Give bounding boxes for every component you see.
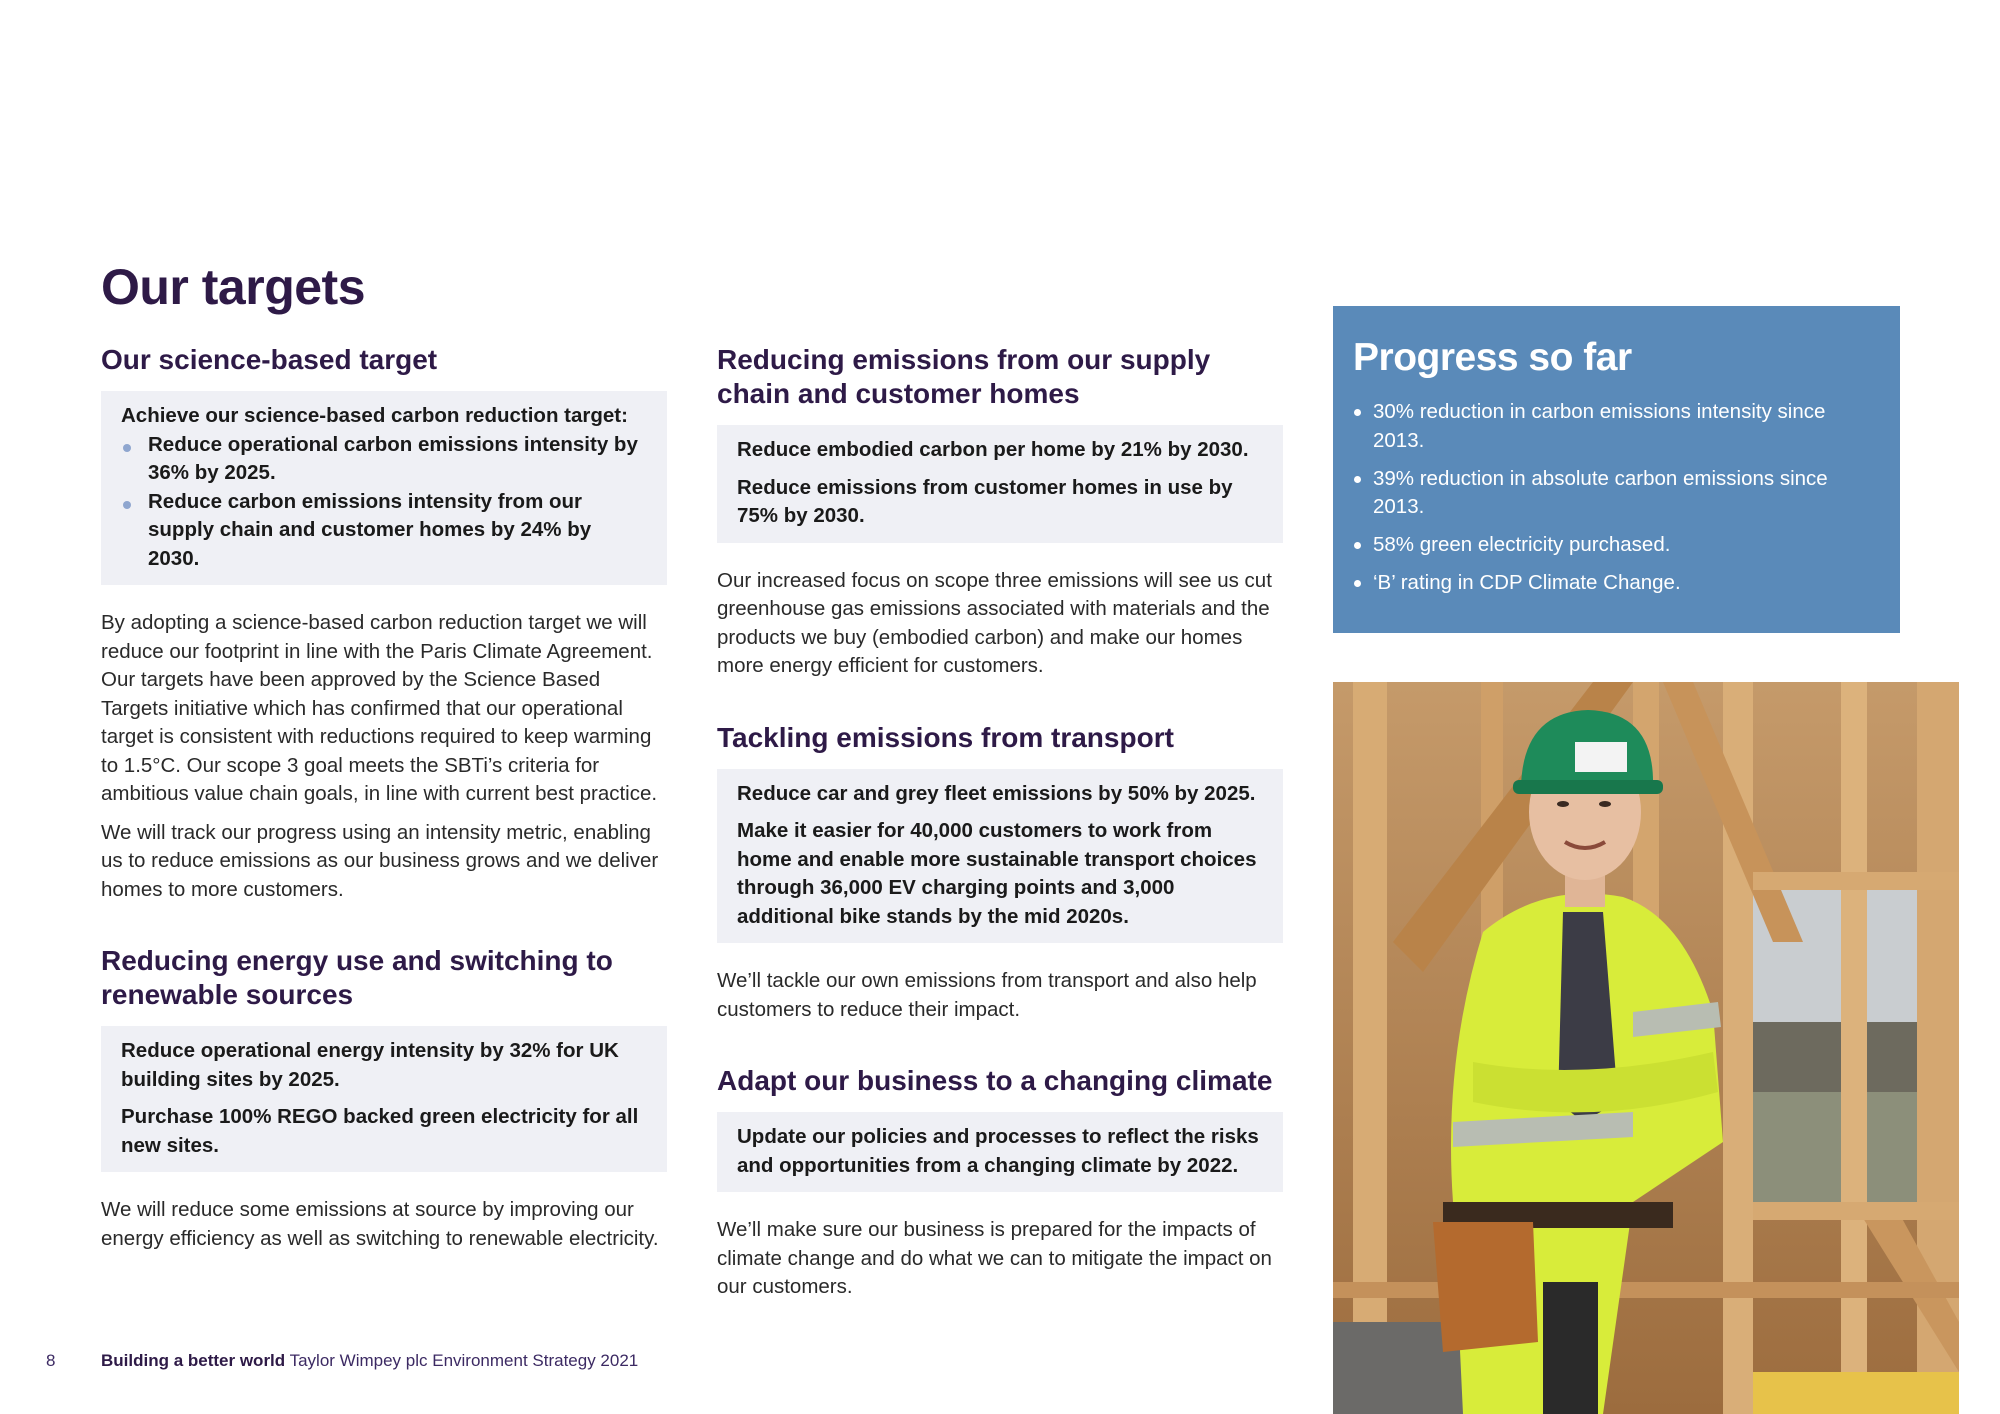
photo-illustration — [1333, 682, 1959, 1414]
target-text: Reduce emissions from customer homes in use by 75% by 2030. — [737, 475, 1233, 527]
page-number: 8 — [46, 1351, 56, 1370]
progress-text: 30% reduction in carbon emissions intensity since 2013. — [1373, 400, 1826, 452]
target-box — [101, 1026, 667, 1172]
bullet-icon — [1354, 542, 1361, 549]
body-paragraph: Our increased focus on scope three emissions will see us cut greenhouse gas emissions associated with materials and the products we buy (embodied carbon) and make our homes more energy efficient for customers. — [717, 568, 1272, 677]
bullet-icon — [1354, 476, 1361, 483]
science-based-target-section — [101, 343, 667, 904]
section-heading: Our science-based target — [101, 344, 438, 375]
bullet-icon — [123, 444, 131, 452]
body-paragraph: We will track our progress using an intensity metric, enabling us to reduce emissions as our business grows and we deliver homes to more customers. — [101, 820, 659, 901]
section-heading: Reducing energy use and switching to renewable sources — [101, 945, 613, 1010]
progress-text: 58% green electricity purchased. — [1373, 533, 1671, 556]
bullet-icon — [1354, 580, 1361, 587]
target-text: Reduce carbon emissions intensity from our supply chain and customer homes by 24% by 2030. — [148, 489, 592, 570]
target-box — [717, 1112, 1283, 1192]
section-heading: Tackling emissions from transport — [717, 721, 1174, 753]
progress-item — [1353, 569, 1880, 598]
progress-item — [1353, 465, 1880, 522]
bullet-icon — [1354, 409, 1361, 416]
body-paragraph: We’ll make sure our business is prepared for the impacts of climate change and do what we can to mitigate the impact on our customers. — [717, 1218, 1272, 1298]
construction-worker-photo — [1333, 682, 1959, 1414]
progress-text: ‘B’ rating in CDP Climate Change. — [1373, 571, 1681, 594]
climate-adaptation-section — [717, 1064, 1283, 1302]
target-box — [101, 391, 667, 585]
target-box — [717, 769, 1283, 944]
target-box-intro: Achieve our science-based carbon reduction target: — [121, 404, 628, 427]
section-heading: Reducing emissions from our supply chain and customer homes — [717, 344, 1211, 409]
target-list-item — [121, 431, 647, 488]
target-list — [121, 431, 647, 574]
progress-heading: Progress so far — [1353, 336, 1632, 379]
middle-column — [717, 343, 1283, 1312]
footer-title-bold: Building a better world — [101, 1351, 286, 1370]
target-list-item — [121, 488, 647, 574]
page-title: Our targets — [101, 259, 366, 315]
target-text: Reduce operational carbon emissions intensity by 36% by 2025. — [148, 432, 638, 484]
target-text: Update our policies and processes to reflect the risks and opportunities from a changing climate by 2022. — [737, 1125, 1259, 1177]
energy-renewables-section — [101, 944, 667, 1253]
body-paragraph: By adopting a science-based carbon reduction target we will reduce our footprint in line with the Paris Climate Agreement. Our targets have been approved by the Science Based Targets initiative which has confirmed that our operational target is consistent with reductions required to keep warming to 1.5°C. Our scope 3 goal meets the SBTi’s criteria for ambitious value chain goals, in line with current best practice. — [101, 611, 658, 805]
target-text: Reduce operational energy intensity by 32% for UK building sites by 2025. — [121, 1039, 619, 1091]
target-text: Reduce car and grey fleet emissions by 50% by 2025. — [737, 781, 1256, 805]
left-column — [101, 343, 667, 1263]
body-paragraph: We will reduce some emissions at source by improving our energy efficiency as well as switching to renewable electricity. — [101, 1198, 659, 1250]
progress-list — [1353, 398, 1880, 598]
footer-title-rest: Taylor Wimpey plc Environment Strategy 2021 — [289, 1351, 639, 1370]
target-text: Make it easier for 40,000 customers to work from home and enable more sustainable transport choices through 36,000 EV charging points and 3,000 additional bike stands by the mid 2020s. — [737, 819, 1257, 928]
target-text: Reduce embodied carbon per home by 21% by 2030. — [737, 438, 1249, 461]
bullet-icon — [123, 501, 131, 509]
target-box — [717, 425, 1283, 543]
footer-document-title — [101, 1351, 638, 1371]
target-text: Purchase 100% REGO backed green electricity for all new sites. — [121, 1105, 639, 1157]
section-heading: Adapt our business to a changing climate — [717, 1065, 1273, 1096]
progress-panel — [1333, 306, 1900, 633]
progress-item — [1353, 398, 1880, 455]
supply-chain-section — [717, 343, 1283, 681]
progress-item — [1353, 531, 1880, 560]
progress-text: 39% reduction in absolute carbon emissions since 2013. — [1373, 466, 1828, 518]
transport-section — [717, 721, 1283, 1025]
body-paragraph: We’ll tackle our own emissions from transport and also help customers to reduce their impact. — [717, 969, 1257, 1021]
